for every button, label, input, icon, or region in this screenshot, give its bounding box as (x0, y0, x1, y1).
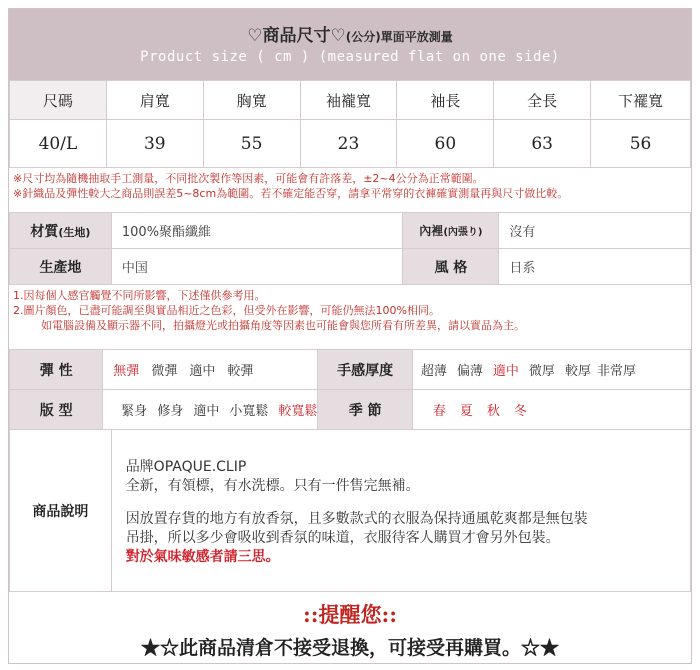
fragrance-line-2: 吊掛，所以多少會吸收到香氛的味道，衣服待客人購買才會另外包裝。 (125, 530, 560, 546)
col-armhole: 袖襱寬 (300, 81, 397, 120)
description-table (9, 429, 691, 592)
season-option: 春 (432, 404, 446, 419)
fit-option: 修身 (157, 404, 184, 419)
elasticity-row (10, 350, 691, 390)
fit-label: 版 型 (10, 390, 103, 430)
lining-value: 沒有 (499, 213, 691, 249)
measure-method: 單面平放測量 (380, 30, 453, 44)
cell-shoulder: 39 (106, 120, 203, 168)
lining-label-text: 內裡 (419, 224, 444, 238)
fit-option: 適中 (193, 404, 220, 419)
material-label (10, 213, 112, 249)
material-label-text: 材質 (30, 223, 59, 240)
origin-value: 中国 (111, 249, 403, 285)
cell-hem: 56 (591, 120, 691, 168)
product-info-sheet (8, 8, 692, 664)
size-subtitle: Product size ( cm ) (measured flat on one side) (140, 49, 560, 65)
disclaimer-2: 2.圖片顏色，已盡可能調至與實品相近之色彩，但受外在影響，可能仍無法100%相同。 (13, 304, 440, 317)
size-header (9, 9, 691, 87)
cell-armhole: 23 (300, 120, 397, 168)
thickness-option: 超薄 (420, 364, 447, 379)
size-title-text: ♡商品尺寸♡ (247, 26, 346, 46)
fit-option: 較寬鬆 (278, 404, 318, 419)
col-shoulder: 肩寬 (106, 81, 203, 120)
description-row (10, 430, 691, 592)
style-value: 日系 (499, 249, 691, 285)
scent-warning: 對於氣味敏感者請三思。 (125, 549, 280, 565)
style-label: 風 格 (403, 249, 499, 285)
lining-label-small: (內張り) (443, 227, 483, 238)
cell-sleeve: 60 (397, 120, 494, 168)
season-label: 季 節 (318, 390, 413, 430)
size-table (9, 80, 691, 168)
season-option: 秋 (486, 404, 500, 419)
spacer (126, 496, 690, 510)
col-chest: 胸寬 (203, 81, 300, 120)
fit-options (103, 390, 318, 430)
material-label-small: (生地) (58, 225, 91, 239)
elasticity-option: 微彈 (151, 364, 178, 379)
size-note-2: ※針織品及彈性較大之商品則誤差5~8cm為範圍。若不確定能否穿，請拿平常穿的衣褲確實測量再與尺寸做比較。 (13, 187, 569, 200)
origin-label: 生產地 (10, 249, 112, 285)
thickness-option: 較厚 (564, 364, 591, 379)
season-option: 冬 (513, 404, 527, 419)
size-note-1: ※尺寸均為隨機抽取手工測量，不同批次製作等因素，可能會有許落差，±2~4公分為正常範圍。 (13, 172, 484, 185)
fragrance-line-1: 因放置存貨的地方有放香氛，且多數款式的衣服為保持通風乾爽都是無包裝 (125, 511, 588, 527)
cell-chest: 55 (203, 120, 300, 168)
disclaimer-3: 如電腦設備及顯示器不同，拍攝燈光或拍攝角度等因素也可能會與您所看有所差異，請以實品為主。 (41, 319, 525, 332)
elasticity-label: 彈 性 (10, 350, 103, 390)
table-row (10, 120, 691, 168)
col-sleeve: 袖長 (397, 81, 494, 120)
cell-length: 63 (494, 120, 591, 168)
thickness-option: 適中 (492, 364, 519, 379)
description-body (111, 430, 690, 592)
size-table-header (10, 81, 691, 120)
elasticity-option: 適中 (189, 364, 216, 379)
condition-line: 全新，有領標，有水洗標。只有一件售完無補。 (125, 478, 420, 494)
description-label: 商品說明 (10, 430, 112, 592)
season-options (412, 390, 690, 430)
reminder-title: ::提醒您:: (302, 602, 397, 627)
thickness-option: 微厚 (528, 364, 555, 379)
lining-label (403, 213, 499, 249)
material-table (9, 212, 691, 285)
brand-line: 品牌OPAQUE.CLIP (125, 459, 247, 475)
unit-label: (公分) (345, 30, 381, 44)
size-title (9, 21, 691, 46)
reminder-text: ★☆此商品清倉不接受退換，可接受再購買。☆★ (140, 637, 559, 659)
material-row (10, 213, 691, 249)
thickness-options (412, 350, 690, 390)
fit-option: 小寬鬆 (229, 404, 269, 419)
material-value: 100%聚酯纖維 (111, 213, 403, 249)
cell-size: 40/L (10, 120, 107, 168)
elasticity-options (103, 350, 318, 390)
origin-row (10, 249, 691, 285)
thickness-option: 偏薄 (456, 364, 483, 379)
disclaimer-1: 1.因每個人感官觸覺不同所影響，下述僅供參考用。 (13, 289, 266, 302)
col-size: 尺碼 (10, 81, 107, 120)
fit-option: 緊身 (121, 404, 148, 419)
season-option: 夏 (459, 404, 473, 419)
col-hem: 下襬寬 (591, 81, 691, 120)
elasticity-option: 較彈 (227, 364, 254, 379)
col-length: 全長 (494, 81, 591, 120)
elasticity-option: 無彈 (113, 364, 140, 379)
fit-row (10, 390, 691, 430)
attribute-table (9, 349, 691, 430)
thickness-option: 非常厚 (596, 364, 636, 379)
thickness-label: 手感厚度 (318, 350, 413, 390)
